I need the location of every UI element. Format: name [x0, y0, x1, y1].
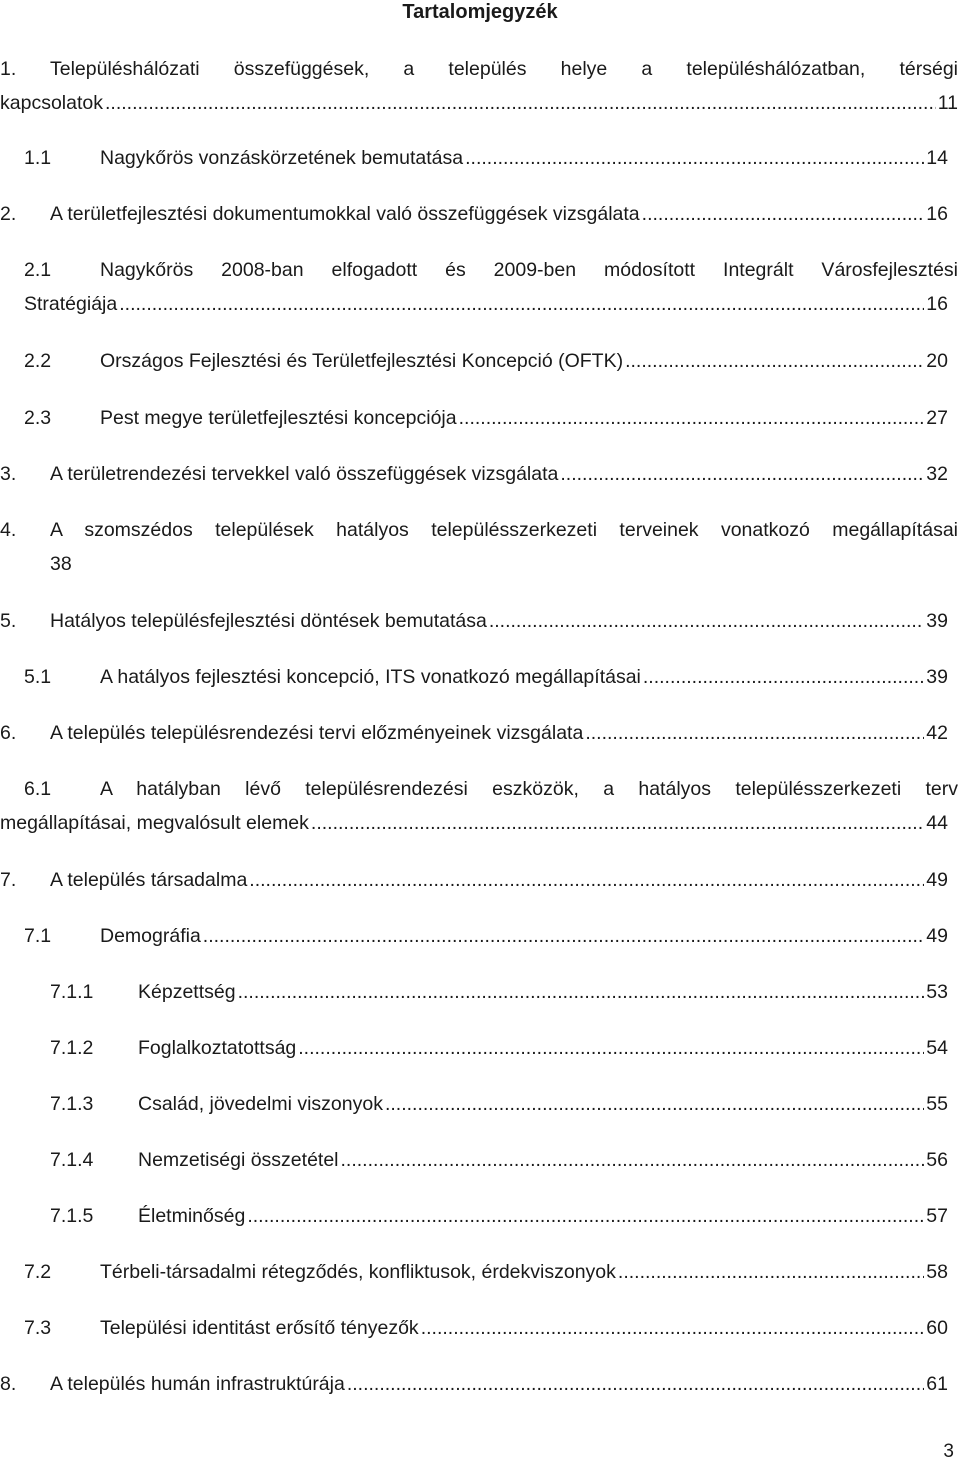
toc-entry-number: 7.1 — [24, 925, 52, 947]
toc-page-number: 27 — [926, 407, 948, 429]
toc-leader-dots — [238, 979, 925, 1005]
toc-entry-title: Települési identitást erősítő tényezők — [100, 1317, 419, 1339]
toc-page-number: 16 — [926, 203, 948, 225]
toc-leader-dots — [347, 1371, 924, 1397]
toc-entry-5[interactable] — [0, 608, 948, 634]
toc-entry-title: Nagykőrös 2008-ban elfogadott és 2009-ben módosított Integrált Városfejlesztési — [100, 259, 958, 281]
toc-entry-title-continued: Stratégiája — [24, 293, 118, 315]
toc-entry-title: Hatályos településfejlesztési döntések bemutatása — [50, 610, 487, 632]
toc-leader-dots — [643, 664, 924, 690]
toc-entry-7-1-5[interactable] — [0, 1203, 948, 1229]
toc-entry-number: 8. — [0, 1373, 17, 1395]
toc-entry-number: 5.1 — [24, 666, 52, 688]
toc-entry-title: Nemzetiségi összetétel — [138, 1149, 339, 1171]
toc-page-number: 20 — [926, 350, 948, 372]
toc-leader-dots — [341, 1147, 925, 1173]
toc-entry-number: 4. — [0, 519, 17, 541]
toc-entry-4[interactable] — [0, 517, 958, 577]
toc-page-number: 54 — [926, 1037, 948, 1059]
toc-leader-dots — [203, 923, 925, 949]
toc-page-number: 58 — [926, 1261, 948, 1283]
toc-entry-7-2[interactable] — [0, 1259, 948, 1285]
toc-entry-6[interactable] — [0, 720, 948, 746]
toc-entry-title: A területfejlesztési dokumentumokkal való összefüggések vizsgálata — [50, 203, 640, 225]
toc-entry-7-3[interactable] — [0, 1315, 948, 1341]
toc-entry-number: 2.3 — [24, 407, 52, 429]
toc-entry-6-1[interactable] — [0, 776, 958, 836]
toc-entry-number: 6. — [0, 722, 17, 744]
toc-title: Tartalomjegyzék — [402, 1, 558, 23]
toc-leader-dots — [585, 720, 924, 746]
toc-entry-title: A település humán infrastruktúrája — [50, 1373, 345, 1395]
toc-entry-number: 5. — [0, 610, 17, 632]
toc-entry-2-2[interactable] — [0, 348, 948, 374]
toc-leader-dots — [618, 1259, 924, 1285]
toc-entry-1[interactable] — [0, 56, 958, 116]
page-number-footer: 3 — [943, 1441, 954, 1462]
toc-leader-dots — [298, 1035, 924, 1061]
toc-entry-number: 6.1 — [24, 778, 52, 800]
toc-entry-7-1-2[interactable] — [0, 1035, 948, 1061]
toc-page-number: 39 — [926, 610, 948, 632]
toc-page-number: 16 — [926, 293, 948, 315]
toc-leader-dots — [311, 810, 924, 836]
toc-entry-2-1[interactable] — [0, 257, 958, 317]
toc-page-number: 53 — [926, 981, 948, 1003]
toc-entry-7-1-3[interactable] — [0, 1091, 948, 1117]
toc-leader-dots — [247, 1203, 924, 1229]
toc-entry-number: 7.1.5 — [50, 1205, 94, 1227]
toc-page-number: 38 — [50, 553, 72, 575]
toc-page-number: 42 — [926, 722, 948, 744]
toc-page-number: 55 — [926, 1093, 948, 1115]
toc-page-number: 61 — [926, 1373, 948, 1395]
toc-entry-title: A település településrendezési tervi előzményeinek vizsgálata — [50, 722, 584, 744]
toc-page-number: 60 — [926, 1317, 948, 1339]
toc-leader-dots — [560, 461, 924, 487]
toc-entry-number: 7. — [0, 869, 17, 891]
toc-page-number: 32 — [926, 463, 948, 485]
toc-leader-dots — [625, 348, 924, 374]
toc-entry-title: Nagykőrös vonzáskörzetének bemutatása — [100, 147, 464, 169]
toc-leader-dots — [489, 608, 924, 634]
toc-entry-title: A hatályban lévő településrendezési eszközök, a hatályos településszerkezeti terv — [100, 778, 958, 800]
toc-entry-7-1[interactable] — [0, 923, 948, 949]
toc-entry-number: 7.1.2 — [50, 1037, 94, 1059]
toc-entry-title-continued: kapcsolatok — [0, 92, 103, 114]
toc-page-number: 44 — [926, 812, 948, 834]
toc-leader-dots — [421, 1315, 925, 1341]
toc-entry-number: 2.1 — [24, 259, 52, 281]
toc-entry-number: 2.2 — [24, 350, 52, 372]
toc-entry-title: Pest megye területfejlesztési koncepciója — [100, 407, 457, 429]
toc-leader-dots — [459, 405, 925, 431]
toc-entry-number: 7.3 — [24, 1317, 52, 1339]
toc-entry-number: 7.1.1 — [50, 981, 94, 1003]
toc-page-number: 57 — [926, 1205, 948, 1227]
toc-page-number: 14 — [926, 147, 948, 169]
toc-leader-dots — [642, 201, 925, 227]
toc-entry-number: 7.2 — [24, 1261, 52, 1283]
toc-entry-number: 1.1 — [24, 147, 52, 169]
toc-entry-number: 2. — [0, 203, 17, 225]
toc-entry-7[interactable] — [0, 867, 948, 893]
toc-entry-2-3[interactable] — [0, 405, 948, 431]
toc-entry-title: A hatályos fejlesztési koncepció, ITS vonatkozó megállapításai — [100, 666, 641, 688]
toc-leader-dots — [249, 867, 924, 893]
toc-entry-title-continued: megállapításai, megvalósult elemek — [0, 812, 309, 834]
toc-entry-2[interactable] — [0, 201, 948, 227]
toc-leader-dots — [465, 145, 924, 171]
toc-entry-title: A település társadalma — [50, 869, 248, 891]
toc-entry-title: A területrendezési tervekkel való összefüggések vizsgálata — [50, 463, 559, 485]
toc-page-number: 49 — [926, 869, 948, 891]
toc-entry-number: 3. — [0, 463, 17, 485]
toc-entry-title: A szomszédos települések hatályos településszerkezeti terveinek vonatkozó megállapításai — [50, 519, 958, 541]
toc-entry-7-1-4[interactable] — [0, 1147, 948, 1173]
toc-entry-title: Képzettség — [138, 981, 236, 1003]
toc-page-number: 56 — [926, 1149, 948, 1171]
toc-entry-number: 1. — [0, 58, 17, 80]
toc-entry-title: Demográfia — [100, 925, 201, 947]
toc-leader-dots — [385, 1091, 924, 1117]
toc-entry-title: Életminőség — [138, 1205, 246, 1227]
toc-entry-title: Országos Fejlesztési és Területfejlesztési Koncepció (OFTK) — [100, 350, 624, 372]
toc-entry-number: 7.1.3 — [50, 1093, 94, 1115]
toc-page-number: 11 — [937, 92, 958, 114]
toc-leader-dots — [119, 291, 924, 317]
toc-leader-dots — [105, 90, 936, 116]
toc-entry-3[interactable] — [0, 461, 948, 487]
toc-entry-number: 7.1.4 — [50, 1149, 94, 1171]
toc-entry-8[interactable] — [0, 1371, 948, 1397]
toc-entry-5-1[interactable] — [0, 664, 948, 690]
toc-entry-7-1-1[interactable] — [0, 979, 948, 1005]
toc-page-number: 49 — [926, 925, 948, 947]
toc-entry-title: Foglalkoztatottság — [138, 1037, 297, 1059]
toc-entry-1-1[interactable] — [0, 145, 948, 171]
toc-entry-title: Térbeli-társadalmi rétegződés, konfliktusok, érdekviszonyok — [100, 1261, 616, 1283]
toc-entry-title: Család, jövedelmi viszonyok — [138, 1093, 383, 1115]
toc-entry-title: Településhálózati összefüggések, a település helye a településhálózatban, térségi — [50, 58, 958, 80]
toc-page-number: 39 — [926, 666, 948, 688]
